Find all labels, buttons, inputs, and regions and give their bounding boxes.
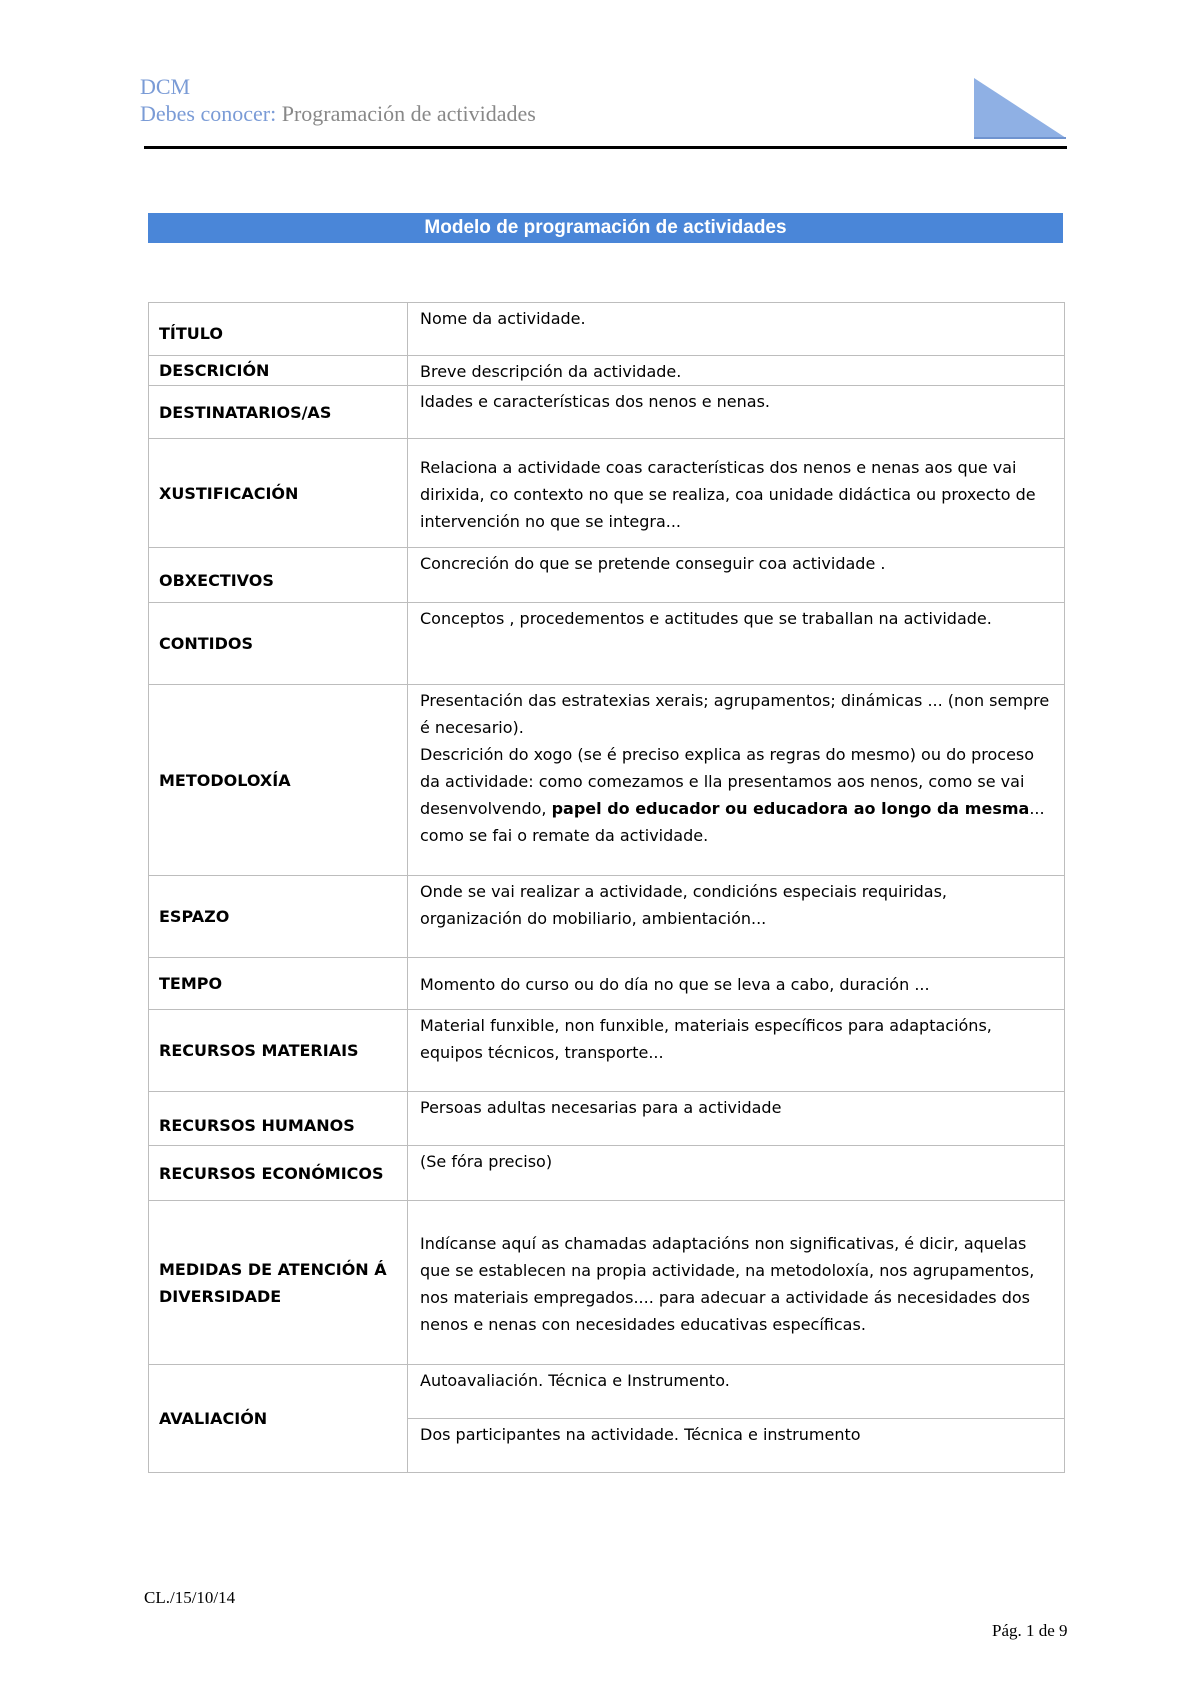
row-label: DESTINATARIOS/AS xyxy=(149,386,408,439)
metodoloxia-text-c: ... como se fai o remate da actividade. xyxy=(420,799,1045,845)
header-doc-title: Programación de actividades xyxy=(281,101,536,126)
table-row-contidos xyxy=(149,603,1065,685)
row-value: Persoas adultas necesarias para a actividade xyxy=(408,1092,1065,1146)
table-row-titulo xyxy=(149,303,1065,356)
table-row-obxectivos xyxy=(149,548,1065,603)
row-label: XUSTIFICACIÓN xyxy=(149,439,408,548)
row-label: TÍTULO xyxy=(149,303,408,356)
metodoloxia-text-bold: papel do educador ou educadora ao longo da mesma xyxy=(551,799,1030,818)
row-value: Onde se vai realizar a actividade, condicións especiais requiridas, organización do mobiliario, ambientación... xyxy=(408,876,1065,958)
row-label: METODOLOXÍA xyxy=(149,685,408,876)
table-row-descricion xyxy=(149,356,1065,386)
row-value: Concreción do que se pretende conseguir coa actividade . xyxy=(408,548,1065,603)
table-row-metodoloxia xyxy=(149,685,1065,876)
row-value: Indícanse aquí as chamadas adaptacións non significativas, é dicir, aquelas que se establecen na propia actividade, na metodoloxía, nos agrupamentos, nos materiais empregados.... para adecuar a actividade ás necesidades dos nenos e nenas con necesidades educativas específicas. xyxy=(408,1201,1065,1365)
header-label: Debes conocer: xyxy=(140,101,277,126)
row-value: Nome da actividade. xyxy=(408,303,1065,356)
table-row-destinatarios xyxy=(149,386,1065,439)
row-value: Dos participantes na actividade. Técnica e instrumento xyxy=(408,1419,1065,1473)
header-org: DCM xyxy=(140,74,191,99)
row-value: Material funxible, non funxible, materiais específicos para adaptacións, equipos técnicos, transporte... xyxy=(408,1010,1065,1092)
table-row-espazo xyxy=(149,876,1065,958)
row-label: MEDIDAS DE ATENCIÓN Á DIVERSIDADE xyxy=(149,1201,408,1365)
table-row-avaliacion xyxy=(149,1365,1065,1419)
row-value: (Se fóra preciso) xyxy=(408,1146,1065,1201)
table-row-medidas xyxy=(149,1201,1065,1365)
metodoloxia-text-a: Descrición do xogo (se é preciso explica as regras do mesmo) ou do proceso da actividade: como comezamos e lla presentamos aos nenos, como se vai desenvolvendo, xyxy=(420,745,1035,818)
activity-program-table xyxy=(148,302,1065,1473)
footer-code: CL./15/10/14 xyxy=(144,1588,236,1607)
row-label: ESPAZO xyxy=(149,876,408,958)
metodoloxia-paragraph-1: Presentación das estratexias xerais; agrupamentos; dinámicas ... (non sempre é necesario). xyxy=(420,691,1050,737)
section-banner: Modelo de programación de actividades xyxy=(148,213,1063,243)
metodoloxia-paragraph-2 xyxy=(420,741,1052,849)
table-row-recursos-materiais xyxy=(149,1010,1065,1092)
header-triangle-icon xyxy=(972,76,1068,140)
row-label: DESCRICIÓN xyxy=(149,356,408,386)
table-row-xustificacion xyxy=(149,439,1065,548)
table-row-recursos-economicos xyxy=(149,1146,1065,1201)
row-value: Autoavaliación. Técnica e Instrumento. xyxy=(408,1365,1065,1419)
row-label: CONTIDOS xyxy=(149,603,408,685)
row-label: OBXECTIVOS xyxy=(149,548,408,603)
header-subtitle xyxy=(140,101,536,127)
table-row-recursos-humanos xyxy=(149,1092,1065,1146)
footer-page-number: Pág. 1 de 9 xyxy=(992,1621,1068,1640)
row-label: RECURSOS HUMANOS xyxy=(149,1092,408,1146)
row-label: AVALIACIÓN xyxy=(149,1365,408,1473)
row-label: TEMPO xyxy=(149,958,408,1010)
row-value: Idades e características dos nenos e nenas. xyxy=(408,386,1065,439)
row-label: RECURSOS ECONÓMICOS xyxy=(149,1146,408,1201)
table-row-tempo xyxy=(149,958,1065,1010)
row-label: RECURSOS MATERIAIS xyxy=(149,1010,408,1092)
row-value: Conceptos , procedementos e actitudes que se traballan na actividade. xyxy=(408,603,1065,685)
row-value: Breve descripción da actividade. xyxy=(408,356,1065,386)
header-rule xyxy=(144,146,1067,149)
row-value: Relaciona a actividade coas características dos nenos e nenas aos que vai dirixida, co contexto no que se realiza, coa unidade didáctica ou proxecto de intervención no que se integra... xyxy=(408,439,1065,548)
row-value: Momento do curso ou do día no que se leva a cabo, duración ... xyxy=(408,958,1065,1010)
row-value xyxy=(408,685,1065,876)
